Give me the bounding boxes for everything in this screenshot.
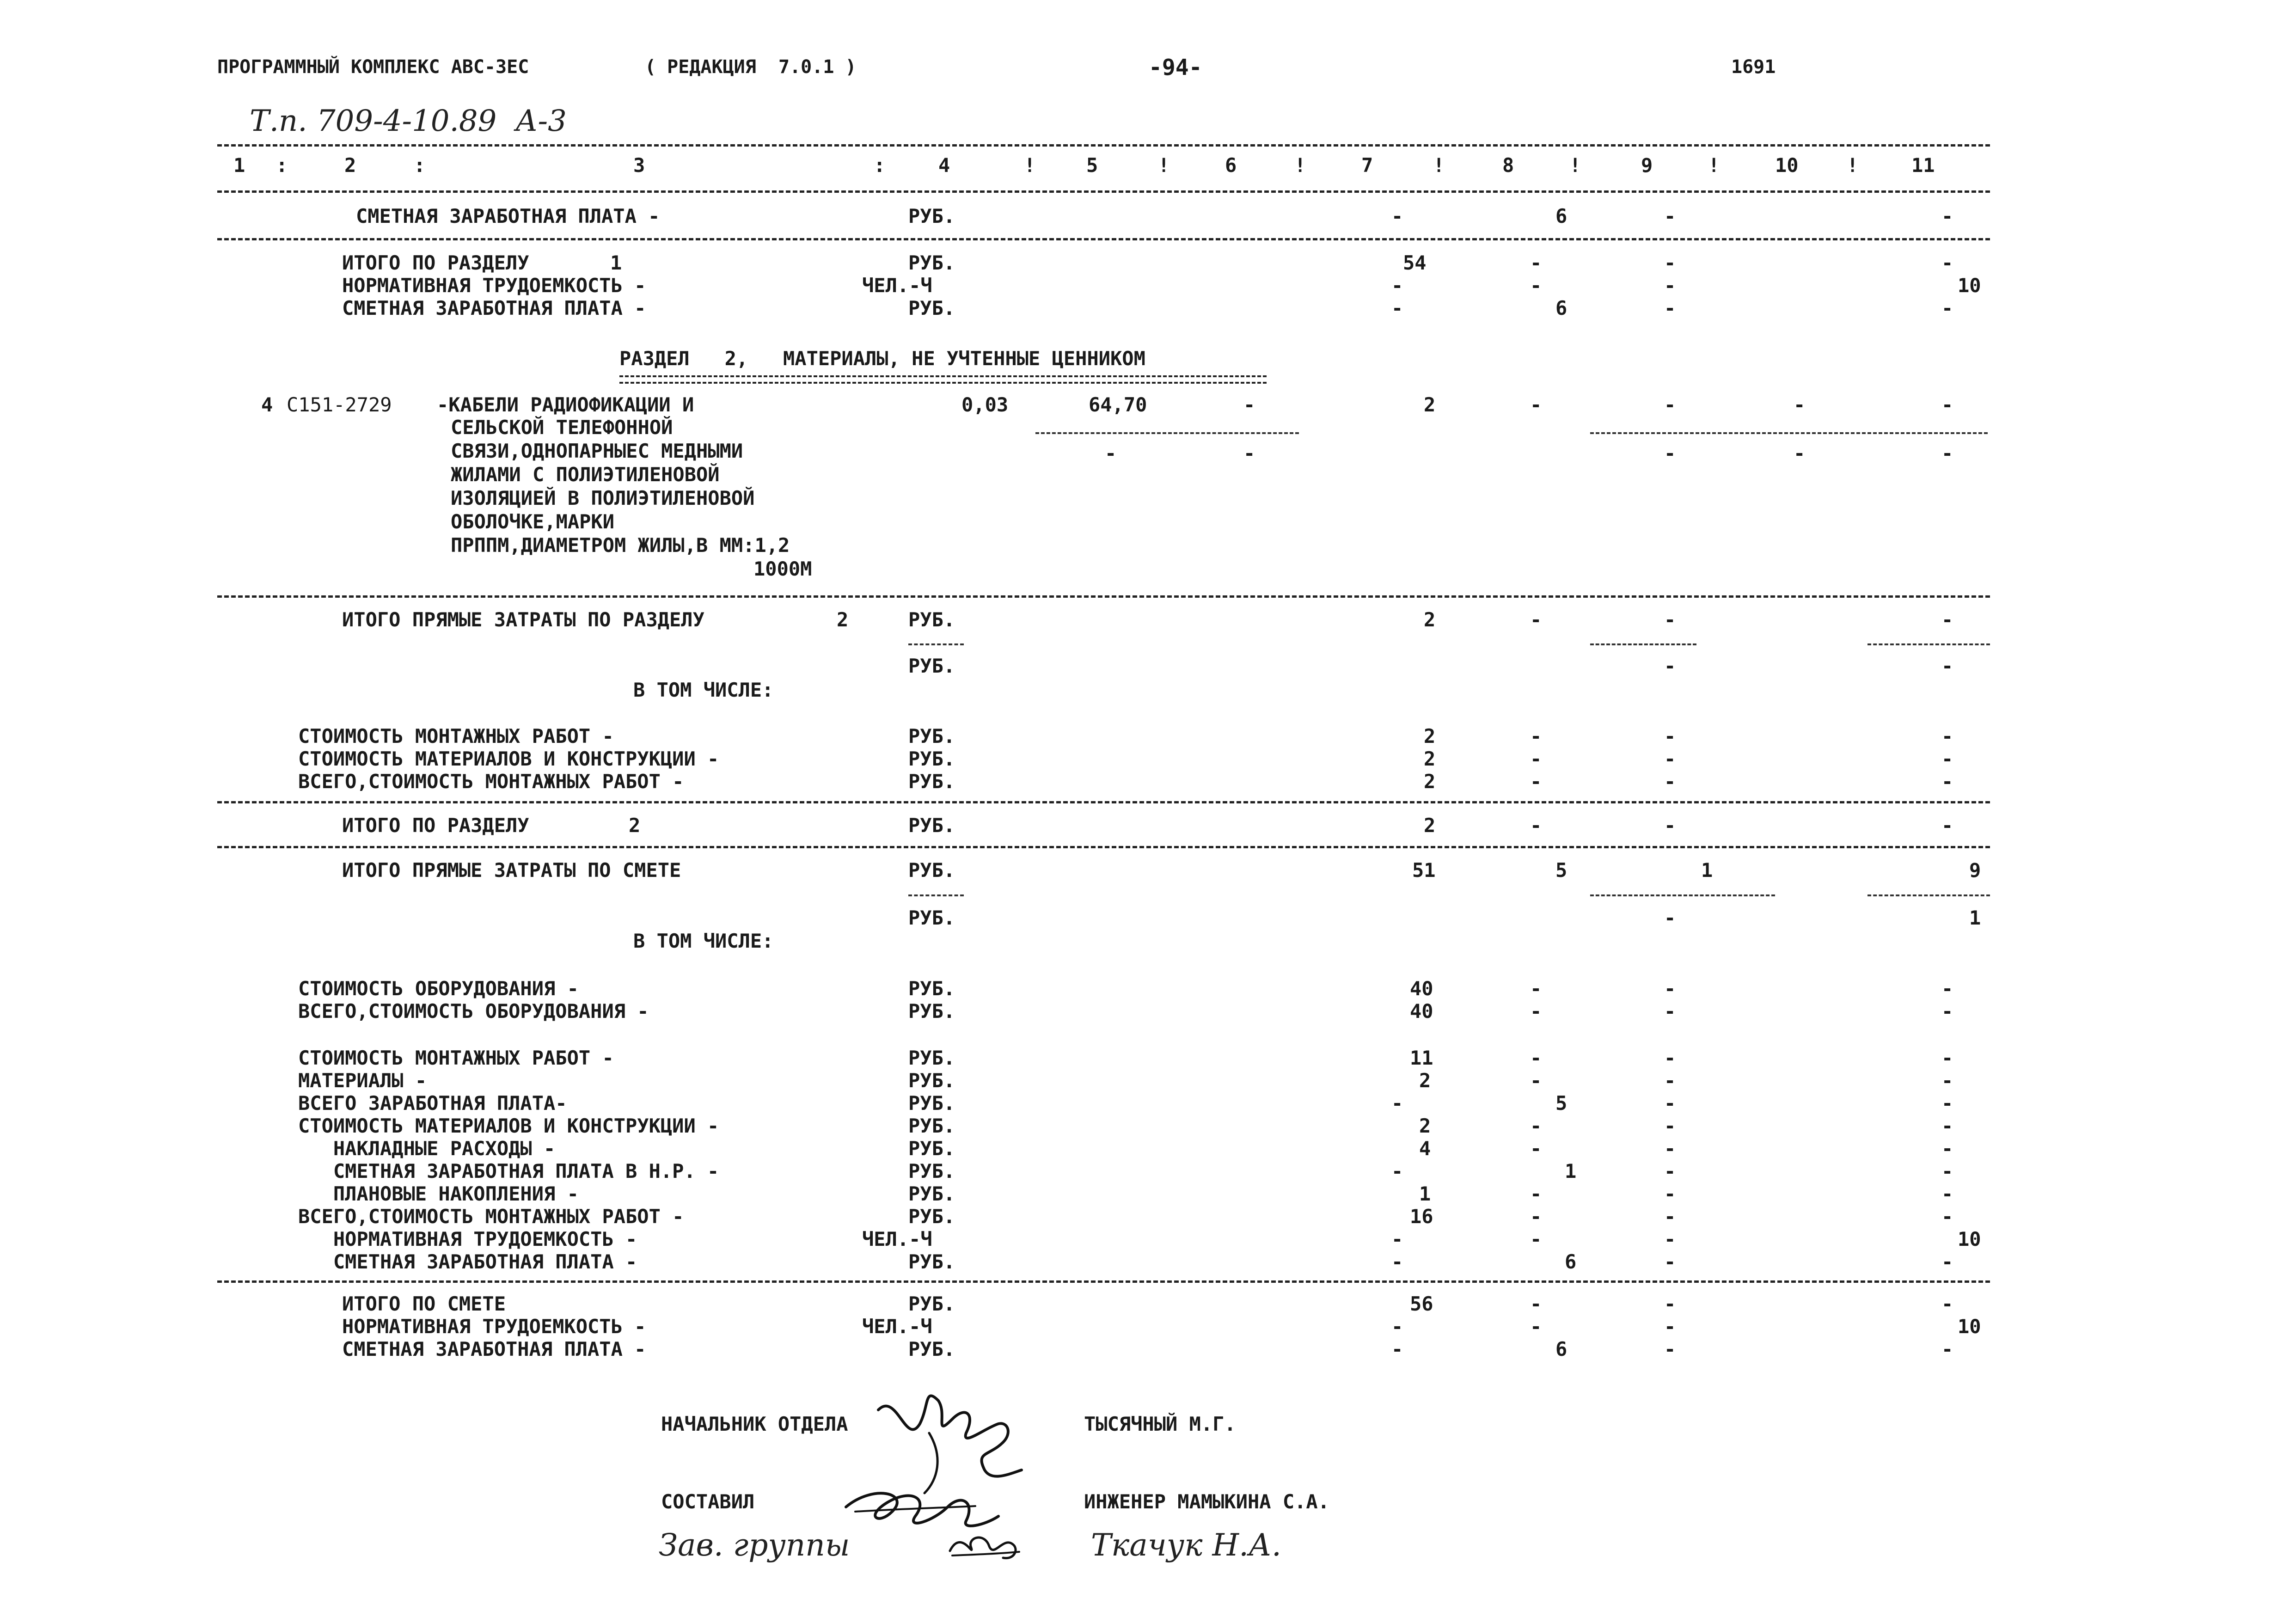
row-label: ВСЕГО ЗАРАБОТНАЯ ПЛАТА- [298, 1092, 567, 1115]
cell-c9: - [1664, 251, 1676, 274]
cell-c8: 5 [1555, 859, 1567, 882]
cell-c7: 11 [1410, 1047, 1433, 1069]
row-label: СТОИМОСТЬ МАТЕРИАЛОВ И КОНСТРУКЦИИ - [298, 747, 719, 770]
row-label: ВСЕГО,СТОИМОСТЬ МОНТАЖНЫХ РАБОТ - [298, 770, 684, 793]
item-number: 4 [261, 393, 273, 416]
cell-c8: - [1530, 1228, 1542, 1250]
cell-c9: - [1664, 393, 1676, 416]
including-label: В ТОМ ЧИСЛЕ: [633, 679, 774, 701]
cell-c9: - [1664, 205, 1676, 227]
cell-c7: 2 [1424, 725, 1436, 747]
cell-c8: - [1530, 608, 1542, 631]
row-label: СМЕТНАЯ ЗАРАБОТНАЯ ПЛАТА - [356, 205, 660, 227]
item-code: С151-2729 [287, 393, 392, 416]
row-number: 2 [629, 814, 641, 837]
row-label: НОРМАТИВНАЯ ТРУДОЕМКОСТЬ - [298, 1228, 637, 1250]
row-label: ИТОГО ПО РАЗДЕЛУ [342, 251, 529, 274]
row-unit: РУБ. [908, 1160, 955, 1182]
cell-c8: - [1530, 814, 1542, 837]
cell-c11: - [1941, 1182, 1953, 1205]
cell-c8: 1 [1565, 1160, 1577, 1182]
row-unit: РУБ. [908, 814, 955, 837]
row-unit: РУБ. [908, 205, 955, 227]
cell-c11: - [1941, 1047, 1953, 1069]
subtotal-rule [1867, 894, 1990, 896]
cell-c8: - [1530, 747, 1542, 770]
col-10: 10 [1775, 154, 1799, 177]
document-number: 1691 [1731, 56, 1776, 78]
cell-c7: 2 [1419, 1115, 1431, 1137]
col-sep: : [276, 154, 288, 177]
row-unit: РУБ. [908, 608, 955, 631]
cell-c11: - [1941, 747, 1953, 770]
cell-c6: - [1243, 442, 1255, 465]
cell-c9: - [1664, 1160, 1676, 1182]
row-label: СТОИМОСТЬ МОНТАЖНЫХ РАБОТ - [298, 1047, 614, 1069]
cell-c9: - [1664, 1205, 1676, 1228]
section-title-underline [619, 375, 1267, 384]
cell-c7: 51 [1412, 859, 1436, 882]
cell-c7: - [1391, 297, 1403, 319]
table-header-rule [217, 190, 1990, 193]
row-unit: ЧЕЛ.-Ч [862, 274, 932, 297]
cell-c7: - [1391, 1315, 1403, 1338]
row-label: СМЕТНАЯ ЗАРАБОТНАЯ ПЛАТА - [342, 297, 646, 319]
cell-c8: 6 [1555, 297, 1567, 319]
row-label: ИТОГО ПО РАЗДЕЛУ [342, 814, 529, 837]
subtotal-rule [908, 643, 964, 645]
cell-c9: - [1664, 747, 1676, 770]
cell-c9: - [1664, 1092, 1676, 1115]
row-unit: РУБ. [908, 1338, 955, 1360]
cell-c7: - [1391, 205, 1403, 227]
cell-c8: - [1530, 977, 1542, 1000]
row-unit: РУБ. [908, 1137, 955, 1160]
cell-c8: 6 [1555, 1338, 1567, 1360]
row-unit: РУБ. [908, 1047, 955, 1069]
group-head-label: Зав. группы [659, 1527, 850, 1563]
cell-c11: - [1941, 608, 1953, 631]
cell-c11: - [1941, 1115, 1953, 1137]
row-unit: РУБ. [908, 1292, 955, 1315]
row-number: 2 [837, 608, 849, 631]
row-label: МАТЕРИАЛЫ - [298, 1069, 427, 1092]
subtotal-rule [1590, 432, 1988, 434]
cell-c11: 9 [1969, 859, 1981, 882]
item-desc-line: СВЯЗИ,ОДНОПАРНЫЕС МЕДНЫМИ [451, 440, 743, 462]
cell-c7: - [1391, 1160, 1403, 1182]
col-sep: ! [1433, 154, 1445, 177]
cell-c11: - [1941, 770, 1953, 793]
col-3: 3 [633, 154, 645, 177]
subtotal-rule [1867, 643, 1990, 645]
cell-c7: 2 [1424, 814, 1436, 837]
row-unit: РУБ. [908, 977, 955, 1000]
cell-c8: - [1530, 274, 1542, 297]
cell-c11: 10 [1958, 1315, 1981, 1338]
cell-c11: - [1941, 977, 1953, 1000]
head-of-department-name: ТЫСЯЧНЫЙ М.Г. [1084, 1413, 1236, 1435]
cell-c9: - [1664, 608, 1676, 631]
col-sep: ! [1294, 154, 1306, 177]
row-label: ИТОГО ПРЯМЫЕ ЗАТРАТЫ ПО СМЕТЕ [342, 859, 681, 882]
row-label: ВСЕГО,СТОИМОСТЬ МОНТАЖНЫХ РАБОТ - [298, 1205, 684, 1228]
cell-c7: 2 [1424, 608, 1436, 631]
cell-c11: - [1941, 814, 1953, 837]
row-label: СМЕТНАЯ ЗАРАБОТНАЯ ПЛАТА - [298, 1250, 637, 1273]
cell-c8: - [1530, 1000, 1542, 1023]
cell-c7: 40 [1410, 977, 1433, 1000]
col-4: 4 [938, 154, 950, 177]
cell-c11: - [1941, 1092, 1953, 1115]
cell-c9: - [1664, 1315, 1676, 1338]
row-unit: РУБ. [908, 906, 955, 929]
cell-c8: 6 [1555, 205, 1567, 227]
cell-c9: - [1664, 725, 1676, 747]
cell-c8: 6 [1565, 1250, 1577, 1273]
col-2: 2 [344, 154, 356, 177]
row-unit: РУБ. [908, 251, 955, 274]
cell-c11: - [1941, 1000, 1953, 1023]
cell-c8: 5 [1555, 1092, 1567, 1115]
row-unit: ЧЕЛ.-Ч [862, 1315, 932, 1338]
cell-c9: - [1664, 655, 1676, 677]
cell-c10: - [1794, 393, 1806, 416]
col-5: 5 [1086, 154, 1098, 177]
row-label: НОРМАТИВНАЯ ТРУДОЕМКОСТЬ - [342, 274, 646, 297]
col-11: 11 [1911, 154, 1935, 177]
cell-c11: - [1941, 1250, 1953, 1273]
item-desc-line: 1000М [753, 557, 812, 580]
group-head-signature [943, 1519, 1026, 1569]
row-label: СТОИМОСТЬ МОНТАЖНЫХ РАБОТ - [298, 725, 614, 747]
row-label: СМЕТНАЯ ЗАРАБОТНАЯ ПЛАТА - [342, 1338, 646, 1360]
col-6: 6 [1225, 154, 1237, 177]
item-desc-line: ОБОЛОЧКЕ,МАРКИ [451, 510, 615, 533]
row-unit: РУБ. [908, 655, 955, 677]
row-unit: РУБ. [908, 1115, 955, 1137]
row-label: ИТОГО ПРЯМЫЕ ЗАТРАТЫ ПО РАЗДЕЛУ [342, 608, 704, 631]
cell-c9: - [1664, 1069, 1676, 1092]
cell-c7: 56 [1410, 1292, 1433, 1315]
cell-c9: - [1664, 906, 1676, 929]
cell-c7: - [1391, 1338, 1403, 1360]
cell-c9: - [1664, 274, 1676, 297]
edition-label: ( РЕДАКЦИЯ 7.0.1 ) [645, 56, 857, 78]
compiled-by-name: ИНЖЕНЕР МАМЫКИНА С.А. [1084, 1490, 1330, 1513]
cell-c9: - [1664, 977, 1676, 1000]
cell-c9: 1 [1701, 859, 1713, 882]
row-rule [217, 1280, 1990, 1283]
row-unit: РУБ. [908, 770, 955, 793]
cell-c8: - [1530, 1115, 1542, 1137]
table-top-rule [217, 144, 1990, 147]
including-label: В ТОМ ЧИСЛЕ: [633, 930, 774, 952]
cell-c7: 40 [1410, 1000, 1433, 1023]
cell-c7: - [1391, 1250, 1403, 1273]
cell-c7: 4 [1419, 1137, 1431, 1160]
row-label: НАКЛАДНЫЕ РАСХОДЫ - [298, 1137, 556, 1160]
row-unit: РУБ. [908, 1092, 955, 1115]
cell-c9: - [1664, 770, 1676, 793]
cell-c7: - [1391, 1092, 1403, 1115]
section-title: РАЗДЕЛ 2, МАТЕРИАЛЫ, НЕ УЧТЕННЫЕ ЦЕННИКОМ [619, 347, 1145, 370]
cell-c11: - [1941, 1137, 1953, 1160]
row-label: ПЛАНОВЫЕ НАКОПЛЕНИЯ - [298, 1182, 579, 1205]
row-unit: РУБ. [908, 747, 955, 770]
row-unit: РУБ. [908, 1205, 955, 1228]
cell-c11: - [1941, 393, 1953, 416]
cell-c9: - [1664, 1000, 1676, 1023]
cell-c11: - [1941, 1205, 1953, 1228]
cell-c8: - [1530, 1069, 1542, 1092]
cell-c11: 10 [1958, 274, 1981, 297]
col-7: 7 [1361, 154, 1373, 177]
cell-c9: - [1664, 1115, 1676, 1137]
cell-c7: 1 [1419, 1182, 1431, 1205]
subtotal-rule [1590, 643, 1696, 645]
col-sep: ! [1024, 154, 1036, 177]
row-rule [217, 238, 1990, 240]
cell-c5: - [1105, 442, 1117, 465]
cell-c7: 54 [1403, 251, 1427, 274]
cell-c8: - [1530, 1315, 1542, 1338]
cell-c9: - [1664, 1250, 1676, 1273]
cell-c9: - [1664, 442, 1676, 465]
cell-c11: - [1941, 205, 1953, 227]
cell-c8: - [1530, 1182, 1542, 1205]
subtotal-rule [908, 894, 964, 896]
subtotal-rule [1590, 894, 1775, 896]
cell-c8: - [1530, 1292, 1542, 1315]
col-1: 1 [233, 154, 245, 177]
item-desc-line: ПРППМ,ДИАМЕТРОМ ЖИЛЫ,В ММ:1,2 [451, 534, 790, 557]
head-of-department-label: НАЧАЛЬНИК ОТДЕЛА [661, 1413, 848, 1435]
cell-c9: - [1664, 1292, 1676, 1315]
cell-c8: - [1530, 1137, 1542, 1160]
subtotal-rule [1035, 432, 1299, 434]
row-unit: РУБ. [908, 297, 955, 319]
cell-c8: - [1530, 1047, 1542, 1069]
cell-c7: 2 [1424, 770, 1436, 793]
compiled-by-label: СОСТАВИЛ [661, 1490, 755, 1513]
row-unit: РУБ. [908, 1182, 955, 1205]
cell-c11: - [1941, 655, 1953, 677]
row-label: СТОИМОСТЬ ОБОРУДОВАНИЯ - [298, 977, 579, 1000]
cell-c11: - [1941, 1069, 1953, 1092]
row-label: НОРМАТИВНАЯ ТРУДОЕМКОСТЬ - [342, 1315, 646, 1338]
item-desc-line: ЖИЛАМИ С ПОЛИЭТИЛЕНОВОЙ [451, 463, 720, 486]
col-9: 9 [1641, 154, 1653, 177]
col-sep: ! [1158, 154, 1170, 177]
group-head-name: Ткачук Н.А. [1091, 1527, 1282, 1563]
cell-c11: 1 [1969, 906, 1981, 929]
row-rule [217, 846, 1990, 848]
col-sep: ! [1708, 154, 1720, 177]
item-desc-line: СЕЛЬСКОЙ ТЕЛЕФОННОЙ [451, 416, 673, 439]
col-sep: : [874, 154, 886, 177]
row-unit: ЧЕЛ.-Ч [862, 1228, 932, 1250]
item-price: 64,70 [1089, 393, 1147, 416]
cell-c7: 2 [1419, 1069, 1431, 1092]
cell-c9: - [1664, 1338, 1676, 1360]
cell-c9: - [1664, 1182, 1676, 1205]
col-sep: ! [1847, 154, 1859, 177]
cell-c11: - [1941, 725, 1953, 747]
cell-c7: - [1391, 1228, 1403, 1250]
page-number: -94- [1149, 55, 1202, 80]
row-unit: РУБ. [908, 725, 955, 747]
cell-c10: - [1794, 442, 1806, 465]
row-rule [217, 595, 1990, 598]
cell-c9: - [1664, 1137, 1676, 1160]
cell-c9: - [1664, 1047, 1676, 1069]
cell-c7: 2 [1424, 393, 1436, 416]
row-rule [217, 801, 1990, 803]
row-label: СМЕТНАЯ ЗАРАБОТНАЯ ПЛАТА В Н.Р. - [298, 1160, 719, 1182]
cell-c9: - [1664, 1228, 1676, 1250]
cell-c6: - [1243, 393, 1255, 416]
cell-c11: - [1941, 1292, 1953, 1315]
item-desc-line: -КАБЕЛИ РАДИОФИКАЦИИ И [437, 393, 694, 416]
row-unit: РУБ. [908, 859, 955, 882]
col-8: 8 [1502, 154, 1514, 177]
row-unit: РУБ. [908, 1250, 955, 1273]
cell-c8: - [1530, 251, 1542, 274]
cell-c9: - [1664, 297, 1676, 319]
cell-c11: - [1941, 442, 1953, 465]
handwritten-project-code: Т.п. 709-4-10.89 А-3 [250, 104, 567, 138]
item-desc-line: ИЗОЛЯЦИЕЙ В ПОЛИЭТИЛЕНОВОЙ [451, 487, 755, 509]
row-number: 1 [610, 251, 622, 274]
col-sep: ! [1569, 154, 1581, 177]
cell-c8: - [1530, 725, 1542, 747]
cell-c7: 2 [1424, 747, 1436, 770]
program-title: ПРОГРАММНЫЙ КОМПЛЕКС АВС-3ЕС [217, 56, 529, 78]
row-label: ВСЕГО,СТОИМОСТЬ ОБОРУДОВАНИЯ - [298, 1000, 649, 1023]
cell-c8: - [1530, 393, 1542, 416]
cell-c11: - [1941, 297, 1953, 319]
row-label: СТОИМОСТЬ МАТЕРИАЛОВ И КОНСТРУКЦИИ - [298, 1115, 719, 1137]
cell-c11: - [1941, 1338, 1953, 1360]
cell-c9: - [1664, 814, 1676, 837]
row-label: ИТОГО ПО СМЕТЕ [342, 1292, 506, 1315]
row-unit: РУБ. [908, 1000, 955, 1023]
cell-c7: 16 [1410, 1205, 1433, 1228]
cell-c11: 10 [1958, 1228, 1981, 1250]
cell-c11: - [1941, 251, 1953, 274]
item-qty: 0,03 [961, 393, 1009, 416]
cell-c11: - [1941, 1160, 1953, 1182]
cell-c7: - [1391, 274, 1403, 297]
cell-c8: - [1530, 770, 1542, 793]
row-unit: РУБ. [908, 1069, 955, 1092]
cell-c8: - [1530, 1205, 1542, 1228]
col-sep: : [414, 154, 426, 177]
